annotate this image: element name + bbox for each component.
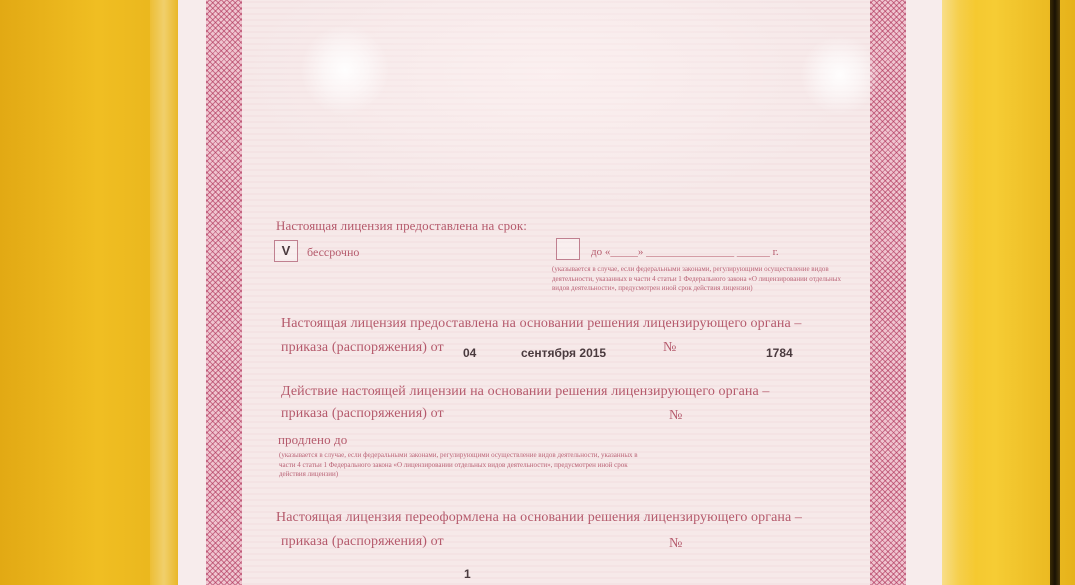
extension-number-sign: № [669, 408, 683, 423]
reissue-number-sign: № [669, 536, 683, 551]
extension-note: (указывается в случае, если федеральными законами, регулирующими осуществление видов деятельности, указанных в части 4 статьи 1 Федерального закона «О лицензировании отдельных видов деятельности», предусмотрен иной срок действия лицензии) [279, 451, 638, 478]
check-mark: V [281, 243, 291, 258]
footer-digit: 1 [464, 567, 471, 581]
frame-edge-left [150, 0, 178, 585]
term-heading: Настоящая лицензия предоставлена на срок: [276, 218, 527, 233]
reissue-line2: приказа (распоряжения) от [281, 534, 444, 549]
basis-day: 04 [463, 346, 477, 360]
frame-edge-right [942, 0, 976, 585]
ornamental-border-left [206, 0, 242, 585]
basis-month-year: сентября 2015 [521, 346, 607, 360]
basis-number: 1784 [766, 346, 793, 360]
basis-line2: приказа (распоряжения) от [281, 340, 444, 355]
until-label: до «_____» ________________ ______ г. [591, 246, 779, 258]
extended-until: продлено до [278, 432, 348, 447]
light-glare [300, 25, 390, 115]
dark-frame-bar [1050, 0, 1060, 585]
extension-line1: Действие настоящей лицензии на основании решения лицензирующего органа – [281, 384, 770, 399]
basis-number-sign: № [663, 340, 677, 355]
basis-line1: Настоящая лицензия предоставлена на основании решения лицензирующего органа – [281, 316, 802, 331]
light-glare [800, 35, 880, 115]
extension-line2: приказа (распоряжения) от [281, 406, 444, 421]
until-note: (указывается в случае, если федеральными законами, регулирующими осуществление видов деятельности, указанных в части 4 статьи 1 Федерального закона «О лицензировании отдельных видов деятельности», предусмотрен иной срок действия лицензии) [552, 265, 841, 292]
reissue-line1: Настоящая лицензия переоформлена на основании решения лицензирующего органа – [276, 510, 802, 525]
indefinite-label: бессрочно [307, 245, 360, 259]
indefinite-checkbox [274, 240, 298, 262]
until-checkbox [556, 238, 580, 260]
